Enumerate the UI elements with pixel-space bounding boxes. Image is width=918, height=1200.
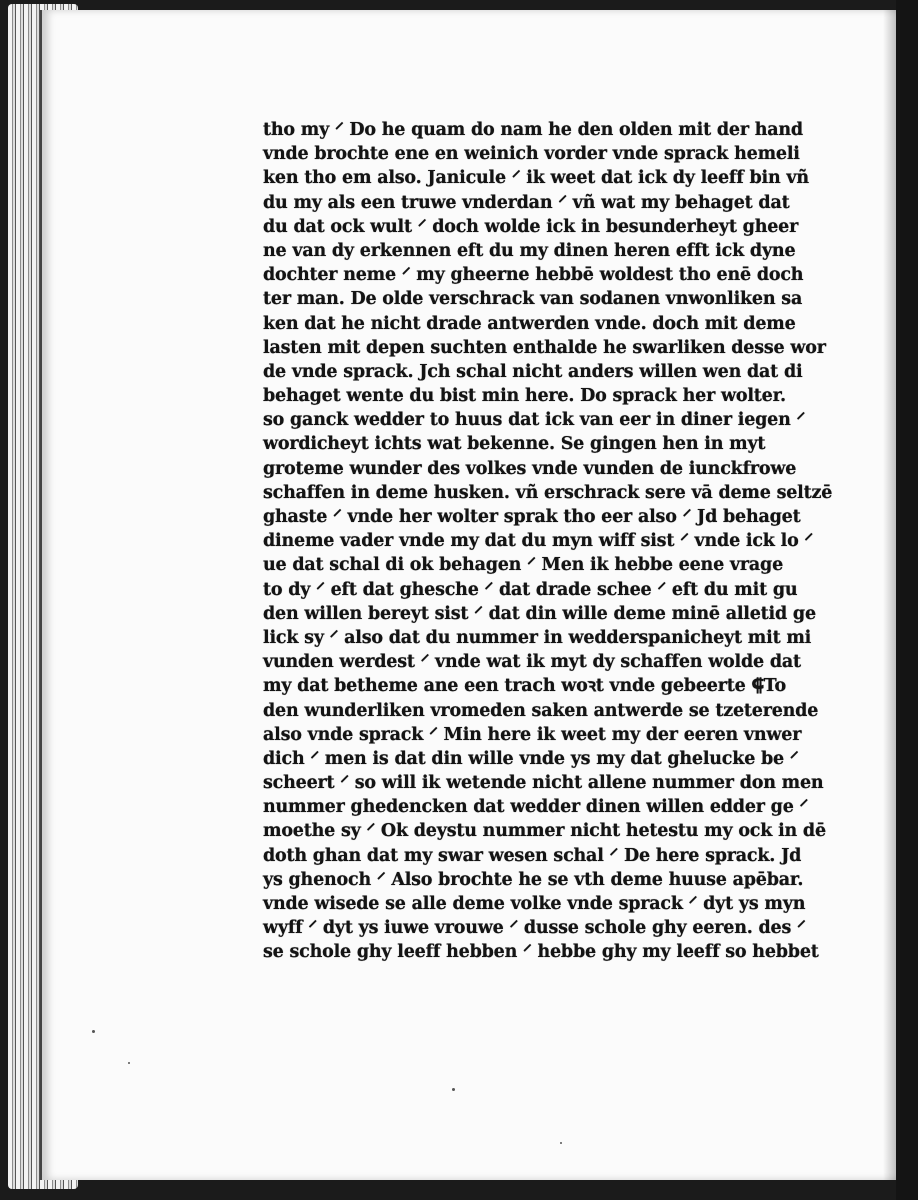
text-line: nummer ghedencken dat wedder dinen willen edder ge ⸍ <box>263 797 809 818</box>
text-line: my dat betheme ane een trach woꝛt vnde gebeerte ⸿To <box>263 676 786 697</box>
text-line: lick sy ⸍ also dat du nummer in wedderspanicheyt mit mi <box>263 627 812 648</box>
text-line: den willen bereyt sist ⸍ dat din wille deme minē alletid ge <box>263 603 816 624</box>
page-gutter-shadow <box>883 10 897 1180</box>
text-line: also vnde sprack ⸍ Min here ik weet my der eeren vnwer <box>263 724 802 745</box>
text-line: wyff ⸍ dyt ys iuwe vrouwe ⸍ dusse schole ghy eeren. des ⸍ <box>263 918 806 939</box>
text-line: du my als een truwe vnderdan ⸍ vñ wat my behaget dat <box>263 192 790 213</box>
text-line: ys ghenoch ⸍ Also brochte he se vth deme huuse apēbar. <box>263 869 804 890</box>
text-line: de vnde sprack. Jch schal nicht anders willen wen dat di <box>263 361 803 382</box>
text-line: groteme wunder des volkes vnde vunden de iunckfrowe <box>263 458 797 479</box>
scan-speck <box>92 1030 95 1033</box>
text-line: ken dat he nicht drade antwerden vnde. doch mit deme <box>263 313 796 334</box>
text-line: dineme vader vnde my dat du myn wiff sist ⸍ vnde ick lo ⸍ <box>263 531 813 552</box>
text-block <box>263 118 833 965</box>
text-line: ter man. De olde verschrack van sodanen vnwonliken sa <box>263 289 803 310</box>
text-line: ne van dy erkennen eft du my dinen heren efft ick dyne <box>263 240 796 261</box>
scan-speck <box>560 1142 562 1144</box>
text-line: vnde wisede se alle deme volke vnde sprack ⸍ dyt ys myn <box>263 894 806 914</box>
text-line: den wunderliken vromeden saken antwerde se tzeterende <box>263 700 819 721</box>
text-line: du dat ock wult ⸍ doch wolde ick in besunderheyt gheer <box>263 216 799 237</box>
text-line: behaget wente du bist min here. Do sprack her wolter. <box>263 386 786 407</box>
text-line: tho my ⸍ Do he quam do nam he den olden mit der hand <box>263 120 803 140</box>
text-line: doth ghan dat my swar wesen schal ⸍ De here sprack. Jd <box>263 845 802 866</box>
text-line: wordicheyt ichts wat bekenne. Se gingen hen in myt <box>263 434 766 455</box>
text-line: ken tho em also. Janicule ⸍ ik weet dat ick dy leeff bin vñ <box>263 168 809 189</box>
text-line: moethe sy ⸍ Ok deystu nummer nicht hetestu my ock in dē <box>263 821 826 842</box>
text-line: se schole ghy leeff hebben ⸍ hebbe ghy my leeff so hebbet <box>263 942 819 963</box>
text-line: ue dat schal di ok behagen ⸍ Men ik hebbe eene vrage <box>263 555 784 576</box>
text-line: schaffen in deme husken. vñ erschrack sere vā deme seltzē <box>263 482 833 503</box>
scan-speck <box>128 1062 130 1064</box>
text-line: to dy ⸍ eft dat ghesche ⸍ dat drade schee ⸍ eft du mit gu <box>263 579 798 600</box>
text-line: ghaste ⸍ vnde her wolter sprak tho eer also ⸍ Jd behaget <box>263 507 801 527</box>
scan-speck <box>452 1088 455 1091</box>
text-line: dich ⸍ men is dat din wille vnde ys my dat ghelucke be ⸍ <box>263 748 799 769</box>
text-line: so ganck wedder to huus dat ick van eer in diner iegen ⸍ <box>263 410 806 431</box>
text-line: lasten mit depen suchten enthalde he swarliken desse wor <box>263 337 826 358</box>
text-line: dochter neme ⸍ my gheerne hebbē woldest tho enē doch <box>263 265 804 286</box>
scan-border <box>896 0 918 1200</box>
text-line: scheert ⸍ so will ik wetende nicht allene nummer don men <box>263 773 824 794</box>
text-line: vnde brochte ene en weinich vorder vnde sprack hemeli <box>263 144 800 165</box>
text-line: vunden werdest ⸍ vnde wat ik myt dy schaffen wolde dat <box>263 652 801 673</box>
